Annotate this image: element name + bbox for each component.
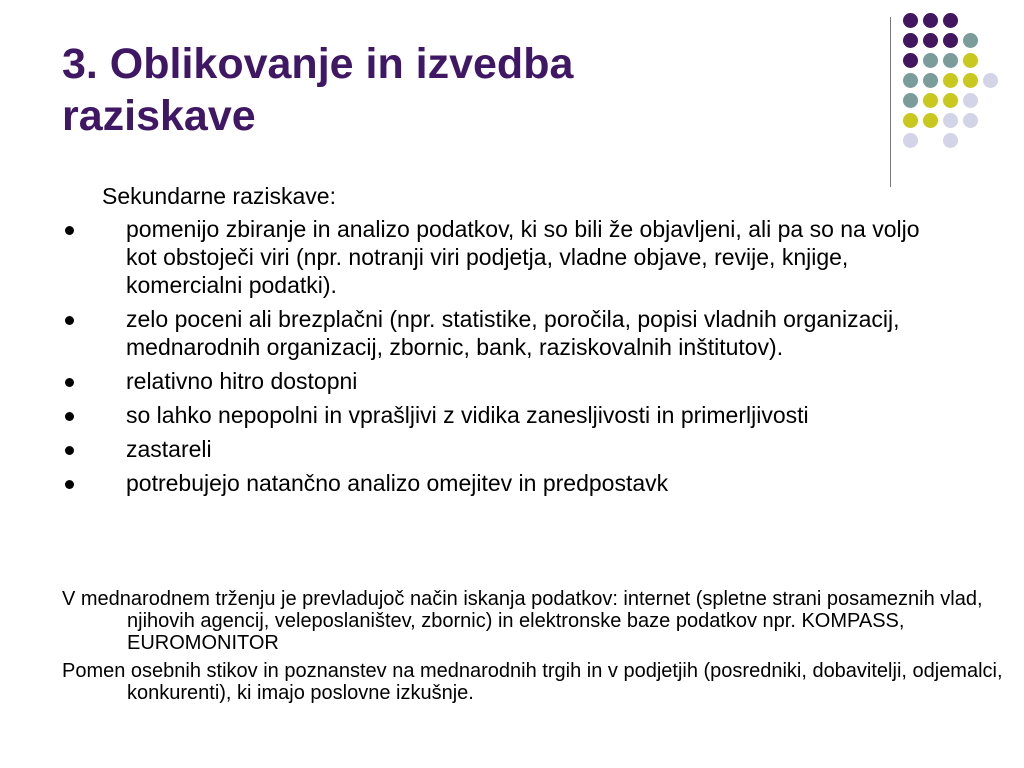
decorative-dot-icon	[903, 73, 918, 88]
decorative-dot-icon	[943, 93, 958, 108]
decorative-dot-icon	[903, 53, 918, 68]
bullet-text: potrebujejo natančno analizo omejitev in predpostavk	[126, 470, 669, 496]
slide-title: 3. Oblikovanje in izvedba raziskave	[62, 40, 574, 140]
bullet-text: relativno hitro dostopni	[126, 368, 358, 394]
decorative-dot-grid	[0, 0, 1024, 200]
decorative-dot-icon	[963, 113, 978, 128]
decorative-dot-icon	[943, 13, 958, 28]
decorative-dot-icon	[963, 53, 978, 68]
bullet-text: zelo poceni ali brezplačni (npr. statistike, poročila, popisi vladnih organizacij, mednarodnih organizacij, zbornic, bank, raziskovalnih inštitutov).	[126, 306, 900, 360]
decorative-dot-icon	[903, 13, 918, 28]
decorative-dot-icon	[943, 53, 958, 68]
bullet-text: pomenijo zbiranje in analizo podatkov, ki so bili že objavljeni, ali pa so na voljo kot obstoječi viri (npr. notranji viri podjetja, vladne objave, revije, knjige, komercialni podatki).	[126, 216, 920, 298]
decorative-dot-icon	[903, 113, 918, 128]
decorative-dot-icon	[983, 73, 998, 88]
decorative-dot-icon	[923, 113, 938, 128]
bullet-text: so lahko nepopolni in vprašljivi z vidika zanesljivosti in primerljivosti	[126, 402, 809, 428]
decorative-dot-icon	[923, 73, 938, 88]
decorative-dot-icon	[963, 93, 978, 108]
bullet-dot-icon	[65, 412, 74, 421]
note-paragraph: V mednarodnem trženju je prevladujoč način iskanja podatkov: internet (spletne strani posameznih vlad, njihovih agencij, veleposlaništev, zbornic) in elektronske baze podatkov npr. KOMPASS, EUROMONITOR	[62, 588, 983, 654]
bullet-dot-icon	[65, 480, 74, 489]
decorative-dot-icon	[963, 73, 978, 88]
bullet-item	[0, 469, 956, 497]
decorative-dot-icon	[943, 33, 958, 48]
decorative-dot-icon	[943, 73, 958, 88]
bullet-item	[0, 435, 956, 463]
note-paragraph: Pomen osebnih stikov in poznanstev na mednarodnih trgih in v podjetjih (posredniki, dobavitelji, odjemalci, konkurenti), ki imajo poslovne izkušnje.	[62, 660, 1003, 704]
bullet-text: zastareli	[126, 436, 212, 462]
bullet-dot-icon	[65, 316, 74, 325]
decorative-dot-icon	[903, 133, 918, 148]
bullet-item	[0, 401, 956, 429]
decorative-dot-icon	[903, 33, 918, 48]
intro-heading: Sekundarne raziskave:	[102, 183, 336, 209]
decorative-dot-icon	[903, 93, 918, 108]
bullet-item	[0, 305, 956, 361]
notes-section	[62, 588, 1022, 710]
bullet-dot-icon	[65, 446, 74, 455]
bullet-item	[0, 367, 956, 395]
bullet-dot-icon	[65, 378, 74, 387]
decorative-dot-icon	[923, 93, 938, 108]
decorative-dot-icon	[923, 33, 938, 48]
bullet-dot-icon	[65, 226, 74, 235]
decorative-dot-icon	[923, 53, 938, 68]
decorative-dot-icon	[943, 113, 958, 128]
decorative-dot-icon	[963, 33, 978, 48]
decorative-dot-icon	[923, 13, 938, 28]
bullet-list	[0, 215, 1000, 503]
bullet-item	[0, 215, 956, 299]
decorative-dot-icon	[943, 133, 958, 148]
